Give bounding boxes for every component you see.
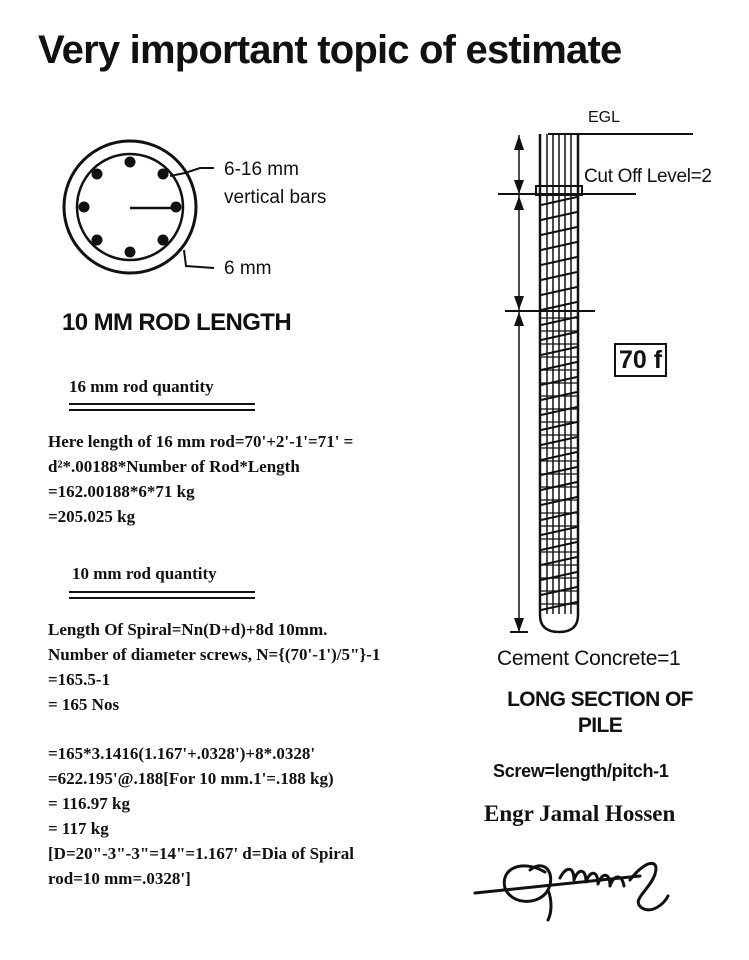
page-title: Very important topic of estimate xyxy=(38,28,622,72)
calc-16mm-heading: 16 mm rod quantity xyxy=(69,377,214,396)
cutoff-label: Cut Off Level=2 xyxy=(584,166,712,187)
rod-length-heading: 10 MM ROD LENGTH xyxy=(62,309,292,336)
calc-line: rod=10 mm=.0328'] xyxy=(48,869,191,888)
calc-line: =165*3.1416(1.167'+.0328')+8*.0328' xyxy=(48,744,316,763)
calc-line: =205.025 kg xyxy=(48,507,136,526)
egl-label: EGL xyxy=(588,109,621,126)
calc-line: = 116.97 kg xyxy=(48,794,130,813)
author-name: Engr Jamal Hossen xyxy=(484,801,676,826)
calc-line: = 165 Nos xyxy=(48,695,120,714)
calc-line: =162.00188*6*71 kg xyxy=(48,482,195,501)
calc-line: =165.5-1 xyxy=(48,670,111,689)
calc-line: Number of diameter screws, N={(70'-1')/5"}-1 xyxy=(48,645,381,664)
section-label-line: LONG SECTION OF xyxy=(507,688,693,711)
vertical-bars-label-1: 6-16 mm xyxy=(224,159,299,180)
calc-line: d²*.00188*Number of Rod*Length xyxy=(48,457,300,476)
screw-formula-label: Screw=length/pitch-1 xyxy=(493,761,669,781)
signature-stroke xyxy=(504,866,550,902)
signature-stroke xyxy=(548,890,551,920)
signature-stroke xyxy=(630,863,668,909)
calc-line: [D=20"-3"-3"=14"=1.167' d=Dia of Spiral xyxy=(48,844,354,863)
pile-length-label: 70 f xyxy=(614,343,667,377)
cement-concrete-label: Cement Concrete=1 xyxy=(497,647,681,670)
calc-10mm-heading: 10 mm rod quantity xyxy=(72,564,217,583)
calc-line: = 117 kg xyxy=(48,819,109,838)
tie-bar-label: 6 mm xyxy=(224,258,272,279)
calc-line: Length Of Spiral=Nn(D+d)+8d 10mm. xyxy=(48,620,328,639)
vertical-bars-label-2: vertical bars xyxy=(224,187,327,208)
calc-line: Here length of 16 mm rod=70'+2'-1'=71' = xyxy=(48,432,354,451)
calc-line: =622.195'@.188[For 10 mm.1'=.188 kg) xyxy=(48,769,334,788)
section-label-line: PILE xyxy=(577,714,623,737)
